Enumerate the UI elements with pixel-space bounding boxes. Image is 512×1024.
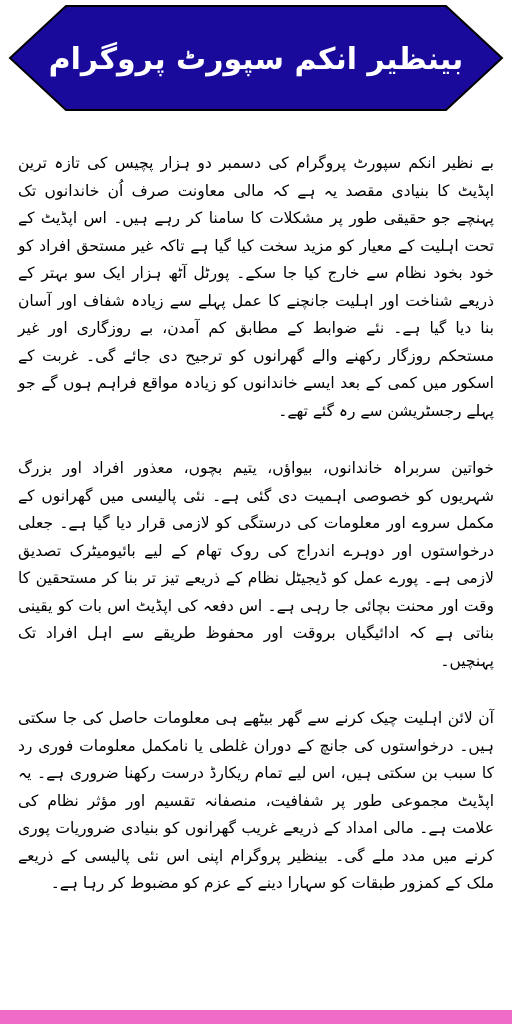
article-body <box>18 150 494 990</box>
article-paragraph-3: آن لائن اہلیت چیک کرنے سے گھر بیٹھے ہی معلومات حاصل کی جا سکتی ہیں۔ درخواستوں کی جانچ کے دوران غلطی یا نامکمل معلومات فوری رد کا سبب بن سکتی ہیں، اس لیے تمام ریکارڈ درست رکھنا ضروری ہے۔ یہ اپڈیٹ مجموعی طور پر شفافیت، منصفانہ تقسیم اور مؤثر نظام کی علامت ہے۔ مالی امداد کے ذریعے غریب گھرانوں کو بنیادی ضروریات پوری کرنے میں مدد ملے گی۔ بینظیر پروگرام اپنی اس نئی پالیسی کے ذریعے ملک کے کمزور طبقات کو سہارا دینے کے عزم کو مضبوط کر رہا ہے۔ <box>18 709 494 892</box>
article-paragraph-2: خواتین سربراہ خاندانوں، بیواؤں، یتیم بچوں، معذور افراد اور بزرگ شہریوں کو خصوصی اہمیت دی گئی ہے۔ نئی پالیسی میں گھرانوں کے مکمل سروے اور معلومات کی درستگی کو لازمی قرار دیا گیا ہے۔ جعلی درخواستوں اور دوہرے اندراج کی روک تھام کے لیے بائیومیٹرک تصدیق لازمی ہے۔ پورے عمل کو ڈیجیٹل نظام کے ذریعے تیز تر بنا کر مستحقین کا وقت اور محنت بچائی جا رہی ہے۔ اس دفعہ کی اپڈیٹ اس بات کو یقینی بناتی ہے کہ ادائیگیاں بروقت اور محفوظ طریقے سے اہل افراد تک پہنچیں۔ <box>18 459 494 670</box>
title-banner <box>0 0 512 118</box>
footer-bar <box>0 1010 512 1024</box>
article-paragraph-1: بے نظیر انکم سپورٹ پروگرام کی دسمبر دو ہزار پچیس کی تازہ ترین اپڈیٹ کا بنیادی مقصد یہ ہے کہ مالی معاونت صرف اُن خاندانوں تک پہنچے جو حقیقی طور پر مشکلات کا سامنا کر رہے ہیں۔ اس اپڈیٹ کے تحت اہلیت کے معیار کو مزید سخت کیا گیا ہے تاکہ غیر مستحق افراد کو خود بخود نظام سے خارج کیا جا سکے۔ پورٹل آٹھ ہزار ایک سو بہتر کے ذریعے شناخت اور اہلیت جانچنے کا عمل پہلے سے زیادہ شفاف اور آسان بنا دیا گیا ہے۔ نئے ضوابط کے مطابق کم آمدن، بے روزگاری اور غیر مستحکم روزگار رکھنے والے گھرانوں کو ترجیح دی جائے گی۔ غربت کے اسکور میں کمی کے بعد ایسے خاندانوں کو زیادہ مواقع فراہم ہوں گے جو پہلے رجسٹریشن سے رہ گئے تھے۔ <box>18 154 494 420</box>
page-title: بینظیر انکم سپورٹ پروگرام <box>48 42 464 77</box>
